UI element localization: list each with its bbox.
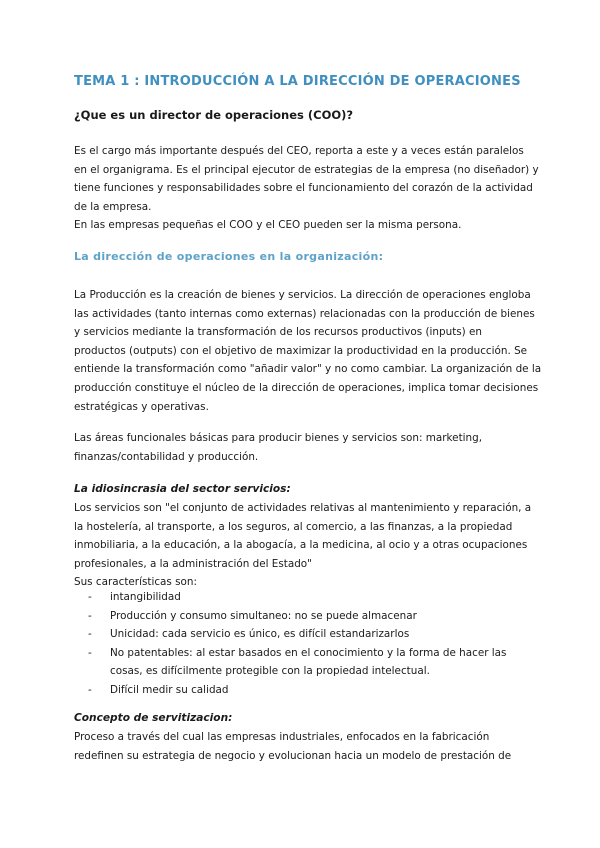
- text-line: las actividades (tanto internas como externas) relacionadas con la producción de bienes: [74, 307, 535, 320]
- list-item: - Difícil medir su calidad: [88, 681, 506, 700]
- section-heading-operations: La dirección de operaciones en la organización:: [74, 250, 384, 263]
- text-line: Sus características son:: [74, 576, 197, 589]
- text-line: la hostelería, al transporte, a los seguros, al comercio, a las finanzas, a la propiedad: [74, 520, 513, 533]
- document-title: TEMA 1 : INTRODUCCIÓN A LA DIRECCIÓN DE OPERACIONES: [74, 74, 521, 89]
- text-line: redefinen su estrategia de negocio y evolucionan hacia un modelo de prestación de: [74, 749, 512, 762]
- text-line: estratégicas y operativas.: [74, 400, 209, 413]
- text-line: producción constituye el núcleo de la dirección de operaciones, implica tomar decisiones: [74, 381, 539, 394]
- text-line: inmobiliaria, a la educación, a la abogacía, a la medicina, al ocio y a otras ocupaciones: [74, 539, 528, 552]
- text-line: En las empresas pequeñas el COO y el CEO pueden ser la misma persona.: [74, 219, 462, 232]
- servitization-paragraph: [74, 728, 534, 765]
- list-item-text: No patentables: al estar basados en el conocimiento y la forma de hacer las: [110, 646, 507, 659]
- text-line: profesionales, a la administración del Estado": [74, 557, 312, 570]
- characteristics-list: [88, 588, 506, 700]
- text-line: Los servicios son "el conjunto de actividades relativas al mantenimiento y reparación, a: [74, 502, 532, 514]
- text-line: finanzas/contabilidad y producción.: [74, 450, 259, 463]
- functional-areas-paragraph: [74, 429, 534, 466]
- list-item: [88, 644, 506, 681]
- text-line: en el organigrama. Es el principal ejecutor de estrategias de la empresa (no diseñador) y: [74, 163, 539, 176]
- text-line: entiende la transformación como "añadir valor" y no como cambiar. La organización de la: [74, 363, 542, 376]
- list-item: - Unicidad: cada servicio es único, es difícil estandarizarlos: [88, 625, 506, 644]
- text-line: y servicios mediante la transformación de los recursos productivos (inputs) en: [74, 326, 483, 339]
- coo-question-heading: ¿Que es un director de operaciones (COO)?: [74, 108, 354, 122]
- text-line: La Producción es la creación de bienes y servicios. La dirección de operaciones engloba: [74, 289, 531, 301]
- services-paragraph: [74, 499, 534, 592]
- text-line: productos (outputs) con el objetivo de maximizar la productividad en la producción. Se: [74, 344, 528, 357]
- text-line: de la empresa.: [74, 200, 152, 213]
- servitization-heading: Concepto de servitizacion:: [74, 712, 233, 724]
- text-line: Las áreas funcionales básicas para producir bienes y servicios son: marketing,: [74, 432, 483, 444]
- list-item-continuation: cosas, es difícilmente protegible con la propiedad intelectual.: [110, 665, 430, 678]
- production-paragraph: [74, 286, 542, 416]
- coo-paragraph: [74, 142, 539, 235]
- list-item: - Producción y consumo simultaneo: no se puede almacenar: [88, 607, 506, 626]
- text-line: Proceso a través del cual las empresas industriales, enfocados en la fabricación: [74, 731, 490, 743]
- list-item: - intangibilidad: [88, 588, 506, 607]
- text-line: Es el cargo más importante después del CEO, reporta a este y a veces están paralelos: [74, 145, 524, 157]
- services-heading: La idiosincrasia del sector servicios:: [74, 483, 291, 495]
- text-line: tiene funciones y responsabilidades sobre el funcionamiento del corazón de la actividad: [74, 182, 533, 195]
